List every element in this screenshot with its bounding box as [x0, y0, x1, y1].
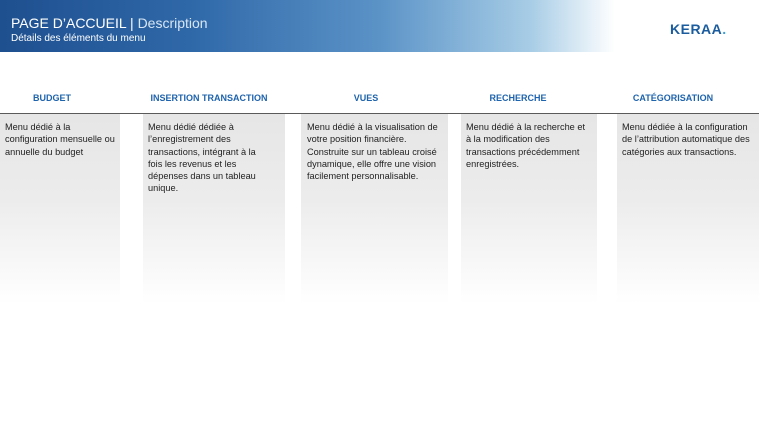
card-text-vues: Menu dédié à la visualisation de votre position financière. Construite sur un tableau croisé dynamique, elle offre une vision facilement personnalisable.: [307, 122, 438, 182]
column-title-vues: VUES: [353, 93, 379, 103]
card-text-budget: Menu dédié à la configuration mensuelle ou annuelle du budget: [5, 122, 115, 157]
column-title-insertion-transaction: INSERTION TRANSACTION: [150, 93, 268, 103]
title-separator: |: [126, 15, 138, 31]
column-title-recherche: RECHERCHE: [489, 93, 547, 103]
column-title-categorisation: CATÉGORISATION: [632, 93, 714, 103]
page-subtitle: Détails des éléments du menu: [11, 33, 146, 44]
header-banner: [0, 0, 759, 52]
card-text-categorisation: Menu dédiée à la configuration de l’attribution automatique des catégories aux transactions.: [622, 122, 750, 157]
page-title: [11, 15, 208, 31]
page-title-description: Description: [137, 15, 208, 31]
card-text-recherche: Menu dédié à la recherche et à la modification des transactions précédemment enregistrées.: [466, 122, 586, 169]
card-text-insertion-transaction: Menu dédié dédiée à l’enregistrement des transactions, intégrant à la fois les revenus et les dépenses dans un tableau unique.: [148, 122, 256, 194]
keraa-logo: [670, 21, 727, 37]
logo-dot: .: [722, 21, 727, 37]
logo-text: KERAA: [670, 21, 723, 37]
column-title-budget: BUDGET: [33, 93, 71, 103]
page-title-main: PAGE D’ACCUEIL: [11, 15, 127, 31]
